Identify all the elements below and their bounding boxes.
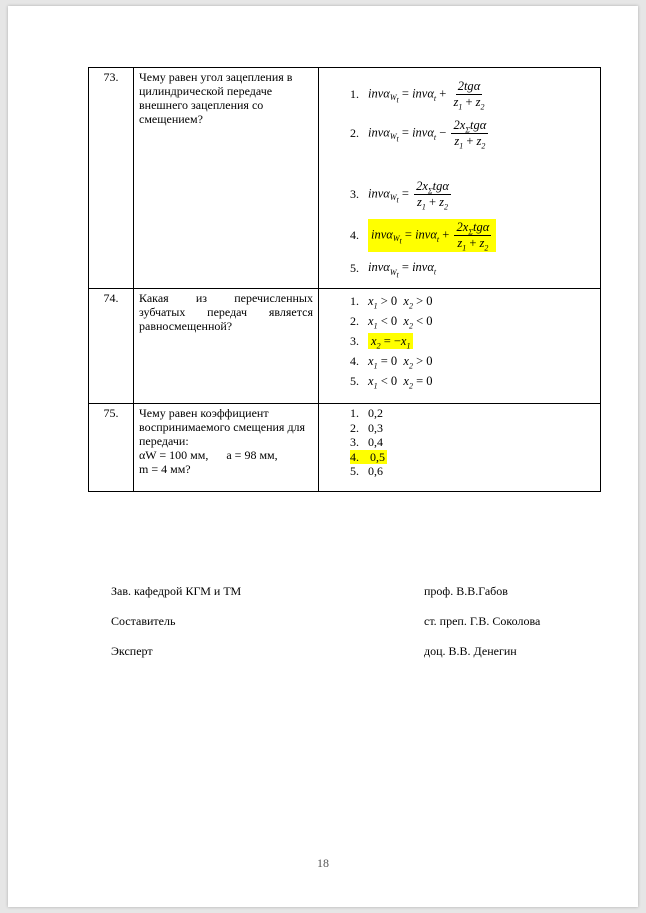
param-aw: αW = 100 мм, <box>139 448 209 462</box>
table-row <box>89 68 601 289</box>
question-number: 73. <box>89 68 134 289</box>
table-row <box>89 289 601 404</box>
answer-option: 5. 0,6 <box>350 464 383 478</box>
answer-options <box>319 68 601 289</box>
signature-role-compiler: Составитель <box>111 614 176 628</box>
question-number: 75. <box>89 404 134 492</box>
answer-option-highlighted: 3. $x_2 = -x_1$ <box>350 331 595 351</box>
question-text: Чему равен угол зацепления в цилиндрической передаче внешнего зацепления со смещением? <box>134 68 319 289</box>
signature-name-head: проф. В.В.Габов <box>424 584 508 598</box>
answer-option: 3. invα$_{W_t}$ = $\frac{2x_\Sigma tg\alpha}{z_1 + z_2}$ <box>350 178 449 211</box>
answer-option-highlighted: 4. 0,5 <box>350 449 385 464</box>
answer-option: 4. $x_1 = 0$ $x_2 > 0$ <box>350 354 433 371</box>
answer-options <box>319 289 601 404</box>
answer-option: 1. 0,2 <box>350 406 383 420</box>
page-number: 18 <box>317 856 329 870</box>
answer-option: 2. 0,3 <box>350 420 383 435</box>
answer-option: 2. $x_1 < 0$ $x_2 < 0$ <box>350 314 433 331</box>
question-text: Какая из перечисленных зубчатых передач является равносмещенной? <box>134 289 319 404</box>
signature-role-expert: Эксперт <box>111 644 153 658</box>
answer-option-highlighted: 4. invα$_{W_t}$ = invα$_t$ + $\frac{2x_\Sigma tg\alpha}{z_1 + z_2}$ <box>350 213 595 257</box>
signature-role-head: Зав. кафедрой КГМ и ТМ <box>111 584 242 598</box>
questions-table <box>88 67 601 492</box>
answer-option: 5. invα$_{W_t}$ = invα$_t$ <box>350 260 437 280</box>
signature-name-expert: доц. В.В. Денегин <box>424 644 517 658</box>
answer-option: 1. $x_1 > 0$ $x_2 > 0$ <box>350 294 433 311</box>
question-number: 74. <box>89 289 134 404</box>
signature-name-compiler: ст. преп. Г.В. Соколова <box>424 614 541 628</box>
param-a: a = 98 мм, <box>226 448 278 462</box>
answer-option: 1. invα$_{W_t}$ = invα$_t$ + $\frac{\text{2tgα}}{z_1 + z_2}$ <box>350 78 485 111</box>
answer-option: 2. invα$_{W_t}$ = invα$_t$ − $\frac{2x_\Sigma tg\alpha}{z_1 + z_2}$ <box>350 117 487 150</box>
table-row <box>89 404 601 492</box>
question-text-line: Чему равен коэффициент воспринимаемого смещения для передачи: <box>139 406 306 448</box>
question-text <box>134 404 319 492</box>
answer-options <box>319 404 601 492</box>
answer-option: 5. $x_1 < 0$ $x_2 = 0$ <box>350 374 433 391</box>
answer-option: 3. 0,4 <box>350 435 383 449</box>
param-m: m = 4 мм? <box>139 462 191 476</box>
